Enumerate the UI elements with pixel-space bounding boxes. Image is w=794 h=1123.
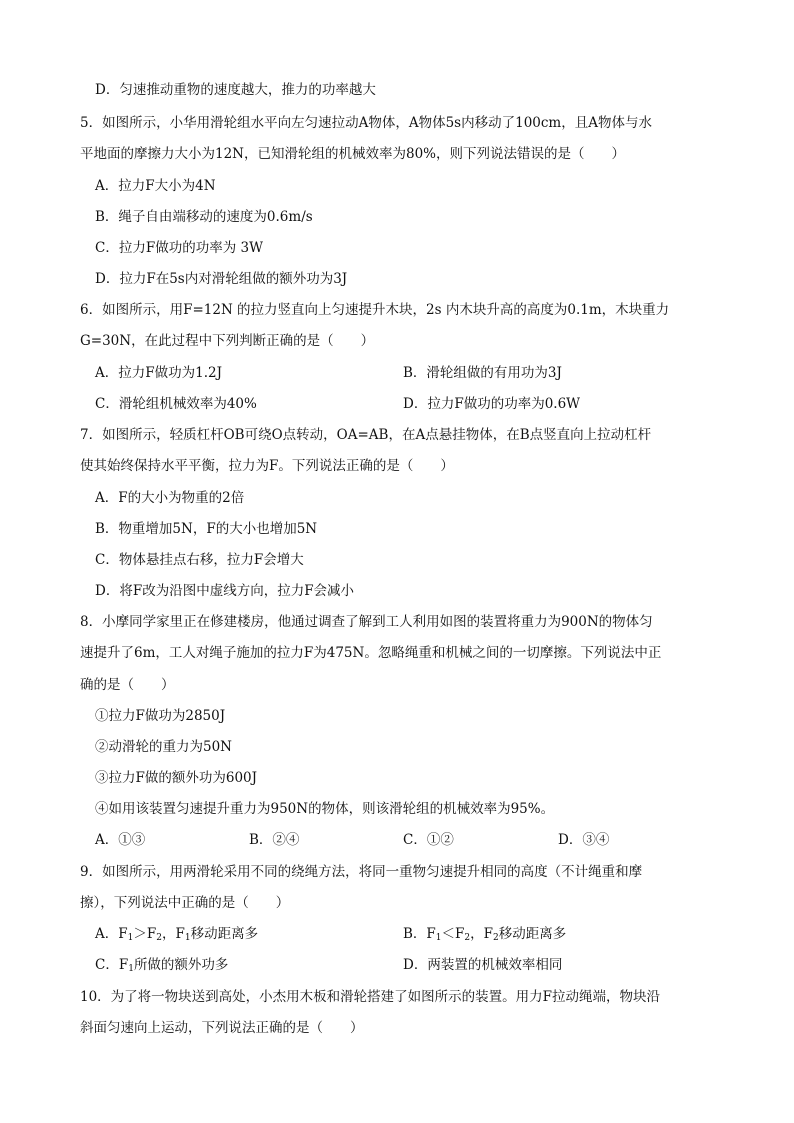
q10-stem-line2: 斜面匀速向上运动，下列说法正确的是（ ） <box>80 1020 364 1036</box>
q6-option-b: B．滑轮组做的有用功为3J <box>403 365 562 381</box>
q8-statement-3: ③拉力F做的额外功为600J <box>95 770 258 786</box>
q8-option-b: B．②④ <box>249 832 300 848</box>
q8-option-d: D．③④ <box>558 832 610 848</box>
q5-option-c: C．拉力F做功的功率为 3W <box>95 240 263 256</box>
q8-statement-2: ②动滑轮的重力为50N <box>95 739 232 755</box>
q6-stem-line1: 6．如图所示，用F=12N 的拉力竖直向上匀速提升木块，2s 内木块升高的高度为0.1m，木块重力 <box>80 302 670 318</box>
q5-option-a: A．拉力F大小为4N <box>95 178 216 194</box>
q8-stem-line2: 速提升了6m，工人对绳子施加的拉力F为475N。忽略绳重和机械之间的一切摩擦。下列说法中正 <box>80 645 662 661</box>
q7-stem-line2: 使其始终保持水平平衡，拉力为F。下列说法正确的是（ ） <box>80 458 454 474</box>
q7-stem-line1: 7．如图所示，轻质杠杆OB可绕O点转动，OA=AB，在A点悬挂物体，在B点竖直向上拉动杠杆 <box>80 427 652 443</box>
q9-stem-line1: 9．如图所示，用两滑轮采用不同的绕绳方法，将同一重物匀速提升相同的高度（不计绳重和摩 <box>80 864 643 880</box>
q9-option-a: A．$F_1>F_2$，$F_1$移动距离多 <box>95 926 259 943</box>
q7-option-a: A．F的大小为物重的2倍 <box>95 490 245 506</box>
q9-option-d: D．两装置的机械效率相同 <box>403 957 563 973</box>
q8-stem-line3: 确的是（ ） <box>80 677 175 693</box>
q8-statement-4: ④如用该装置匀速提升重力为950N的物体，则该滑轮组的机械效率为95%。 <box>95 801 555 817</box>
q4-option-d: D．匀速推动重物的速度越大，推力的功率越大 <box>95 82 376 98</box>
q5-stem-line2: 平地面的摩擦力大小为12N，已知滑轮组的机械效率为80%，则下列说法错误的是（ ） <box>80 146 625 162</box>
q5-option-d: D．拉力F在5s内对滑轮组做的额外功为3J <box>95 271 348 287</box>
q6-option-d: D．拉力F做功的功率为0.6W <box>403 396 581 412</box>
q9-option-b: B．$F_1<F_2$，$F_2$移动距离多 <box>403 926 567 943</box>
q8-statement-1: ①拉力F做功为2850J <box>95 708 226 724</box>
q9-option-c: C．$F_1$所做的额外功多 <box>95 957 229 974</box>
q7-option-d: D．将F改为沿图中虚线方向，拉力F会减小 <box>95 583 355 599</box>
q8-option-a: A．①③ <box>95 832 146 848</box>
q5-stem-line1: 5．如图所示，小华用滑轮组水平向左匀速拉动A物体，A物体5s内移动了100cm，且A物体与水 <box>80 115 652 131</box>
q10-stem-line1: 10．为了将一物块送到高处，小杰用木板和滑轮搭建了如图所示的装置。用力F拉动绳端，物块沿 <box>80 989 661 1005</box>
q6-option-c: C．滑轮组机械效率为40% <box>95 396 257 412</box>
q5-option-b: B．绳子自由端移动的速度为0.6m/s <box>95 209 313 225</box>
q8-option-c: C．①② <box>403 832 454 848</box>
q9-stem-line2: 擦），下列说法中正确的是（ ） <box>80 895 290 911</box>
q6-option-a: A．拉力F做功为1.2J <box>95 365 222 381</box>
q8-stem-line1: 8．小摩同学家里正在修建楼房，他通过调查了解到工人利用如图的装置将重力为900N的物体匀 <box>80 614 653 630</box>
q7-option-c: C．物体悬挂点右移，拉力F会增大 <box>95 552 304 568</box>
q7-option-b: B．物重增加5N，F的大小也增加5N <box>95 521 318 537</box>
q6-stem-line2: G=30N，在此过程中下列判断正确的是（ ） <box>80 333 375 349</box>
